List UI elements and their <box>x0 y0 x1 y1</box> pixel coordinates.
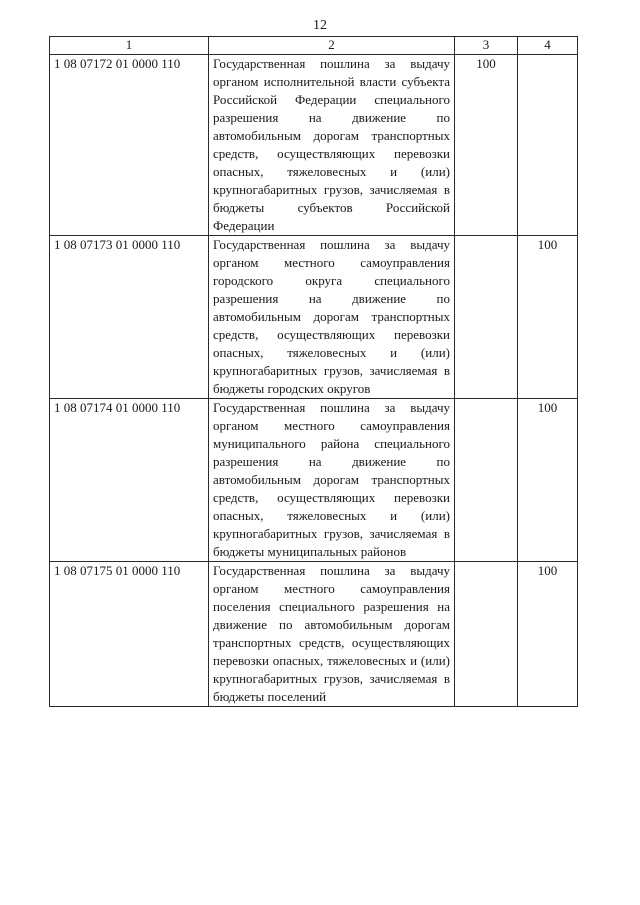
column-header-4: 4 <box>518 37 578 55</box>
column-header-1: 1 <box>50 37 209 55</box>
column-3-cell <box>455 562 518 707</box>
column-4-cell <box>518 562 578 707</box>
budget-code-cell: 1 08 07175 01 0000 110 <box>50 562 209 707</box>
table-header-row <box>50 37 578 55</box>
budget-code-cell: 1 08 07172 01 0000 110 <box>50 55 209 236</box>
table-row <box>50 55 578 236</box>
column-4-cell <box>518 399 578 562</box>
column-3-cell <box>455 399 518 562</box>
column-4-cell <box>518 236 578 399</box>
page-number: 12 <box>313 18 327 33</box>
column-header-2: 2 <box>209 37 455 55</box>
description-cell: Государственная пошлина за выдачу органом местного самоуправления городского округа специального разрешения на движение по автомобильным дорогам транспортных средств, осуществляющих перевозки опасных, тяжеловесных и (или) крупногабаритных грузов, зачисляемая в бюджеты городских округов <box>209 236 455 399</box>
column-3-cell <box>455 55 518 236</box>
revenue-classification-table <box>49 36 578 707</box>
table-row <box>50 562 578 707</box>
column-3-value: 100 <box>476 56 496 71</box>
column-header-3: 3 <box>455 37 518 55</box>
column-4-value: 100 <box>537 400 558 415</box>
column-4-value: 100 <box>537 563 558 578</box>
column-4-cell <box>518 55 578 236</box>
column-3-cell <box>455 236 518 399</box>
table-row <box>50 399 578 562</box>
budget-code-cell: 1 08 07174 01 0000 110 <box>50 399 209 562</box>
column-4-value: 100 <box>537 237 558 252</box>
description-cell: Государственная пошлина за выдачу органом местного самоуправления муниципального района специального разрешения на движение по автомобильным дорогам транспортных средств, осуществляющих перевозки опасных, тяжеловесных и (или) крупногабаритных грузов, зачисляемая в бюджеты муниципальных районов <box>209 399 455 562</box>
description-cell: Государственная пошлина за выдачу органом местного самоуправления поселения специального разрешения на движение по автомобильным дорогам транспортных средств, осуществляющих перевозки опасных, тяжеловесных и (или) крупногабаритных грузов, зачисляемая в бюджеты поселений <box>209 562 455 707</box>
budget-code-cell: 1 08 07173 01 0000 110 <box>50 236 209 399</box>
table-row <box>50 236 578 399</box>
description-cell: Государственная пошлина за выдачу органом исполнительной власти субъекта Российской Федерации специального разрешения на движение по автомобильным дорогам транспортных средств, осуществляющих перевозки опасных, тяжеловесных и (или) крупногабаритных грузов, зачисляемая в бюджеты субъектов Российской Федерации <box>209 55 455 236</box>
